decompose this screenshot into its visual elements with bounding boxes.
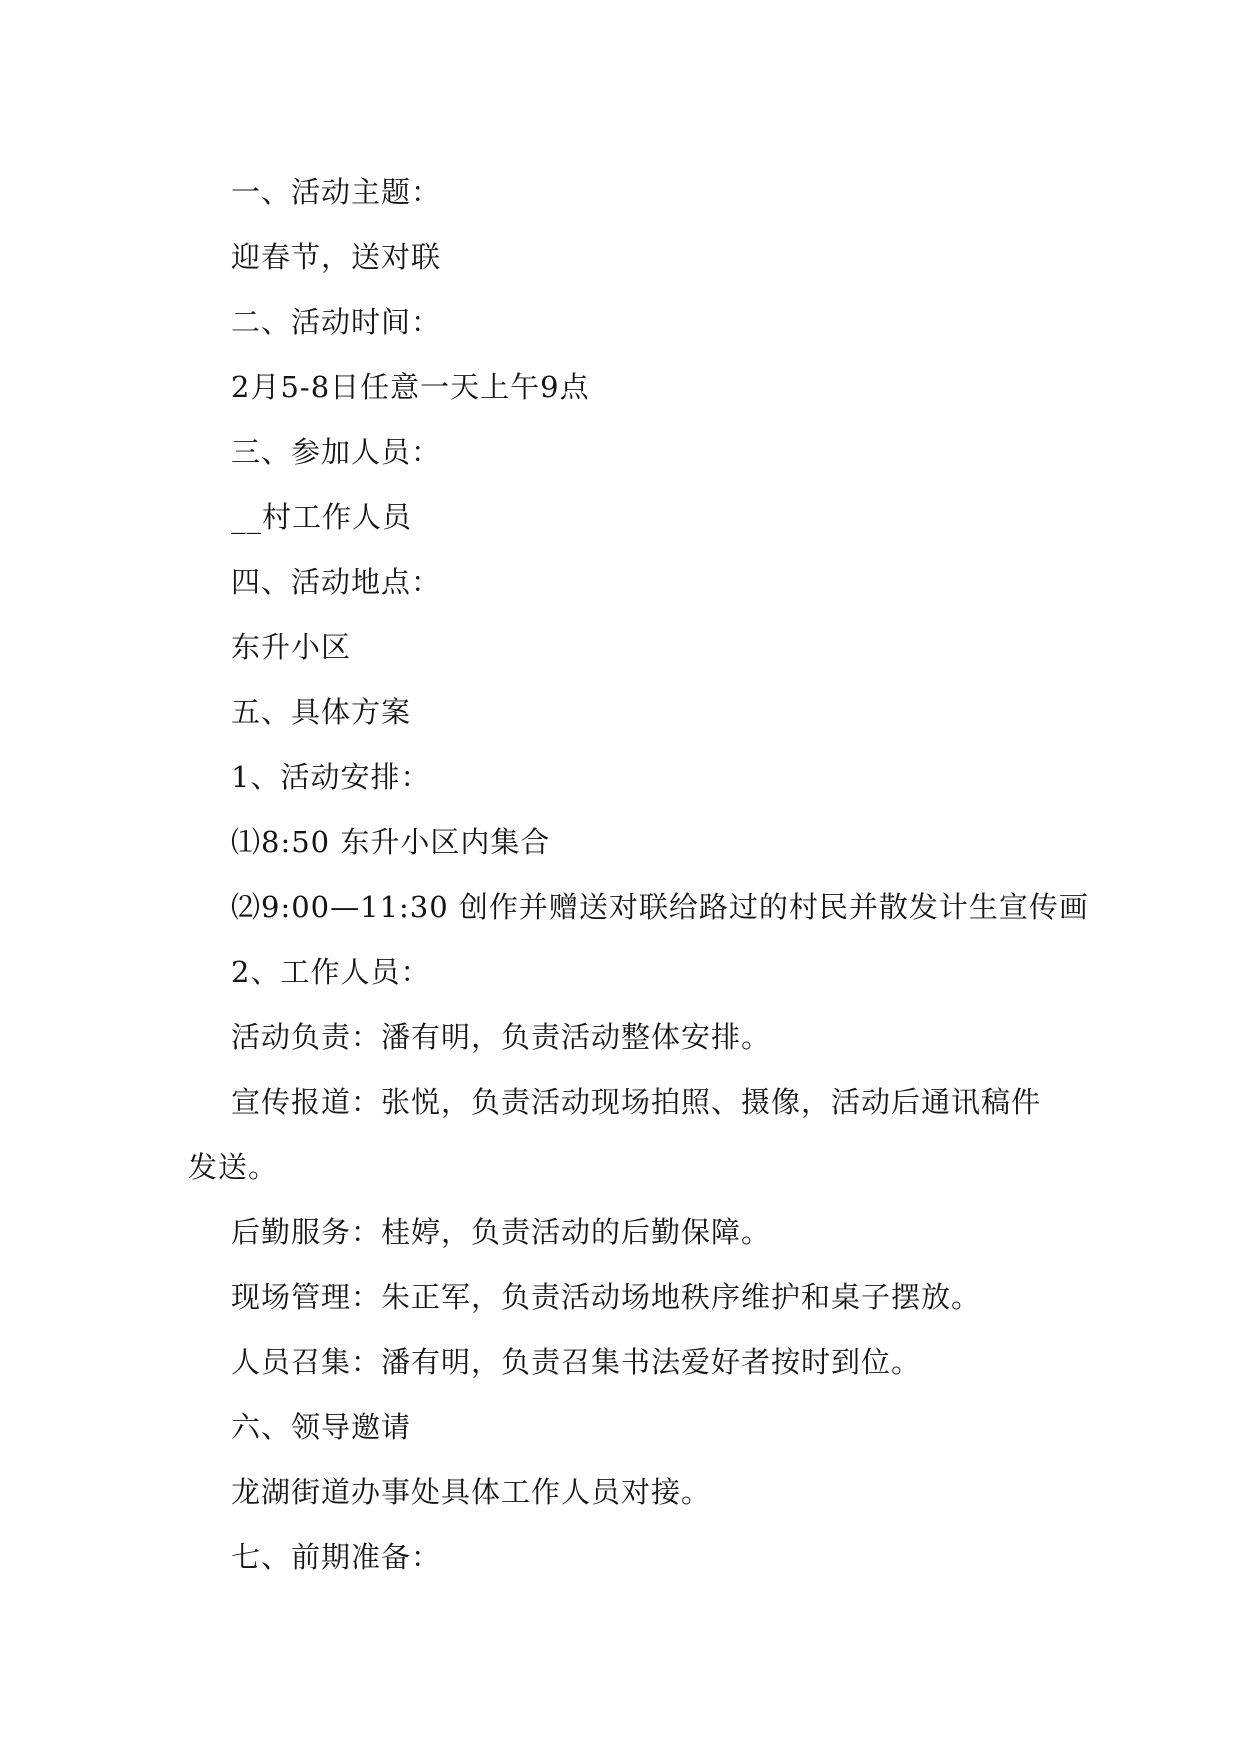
heading-detailed-plan: 五、具体方案 [231, 695, 412, 729]
staff-site-management: 现场管理：朱正军，负责活动场地秩序维护和桌子摆放。 [231, 1280, 982, 1314]
heading-participants: 三、参加人员： [231, 435, 442, 469]
staff-activity-lead: 活动负责：潘有明，负责活动整体安排。 [231, 1020, 772, 1054]
heading-activity-theme: 一、活动主题： [231, 175, 442, 209]
heading-leadership-invitation: 六、领导邀请 [231, 1410, 412, 1444]
heading-activity-time: 二、活动时间： [231, 305, 442, 339]
document-body [188, 160, 1089, 1590]
leadership-invitation-text: 龙湖街道办事处具体工作人员对接。 [231, 1475, 712, 1509]
participants-text: __村工作人员 [231, 500, 413, 534]
subheading-activity-arrangement: 1、活动安排： [231, 760, 431, 794]
staff-publicity: 宣传报道：张悦，负责活动现场拍照、摄像，活动后通讯稿件发送。 [188, 1085, 1042, 1184]
activity-location-text: 东升小区 [231, 630, 352, 664]
activity-time-text: 2月5-8日任意一天上午9点 [231, 370, 590, 404]
staff-logistics: 后勤服务：桂婷，负责活动的后勤保障。 [231, 1215, 772, 1249]
heading-preparation: 七、前期准备： [231, 1540, 442, 1574]
subheading-staff: 2、工作人员： [231, 955, 431, 989]
heading-activity-location: 四、活动地点： [231, 565, 442, 599]
arrangement-item-1: ⑴8:50 东升小区内集合 [231, 825, 551, 859]
staff-recruitment: 人员召集：潘有明，负责召集书法爱好者按时到位。 [231, 1345, 922, 1379]
activity-theme-text: 迎春节，送对联 [231, 240, 442, 274]
arrangement-item-2: ⑵9:00—11:30 创作并赠送对联给路过的村民并散发计生宣传画 [231, 890, 1089, 924]
